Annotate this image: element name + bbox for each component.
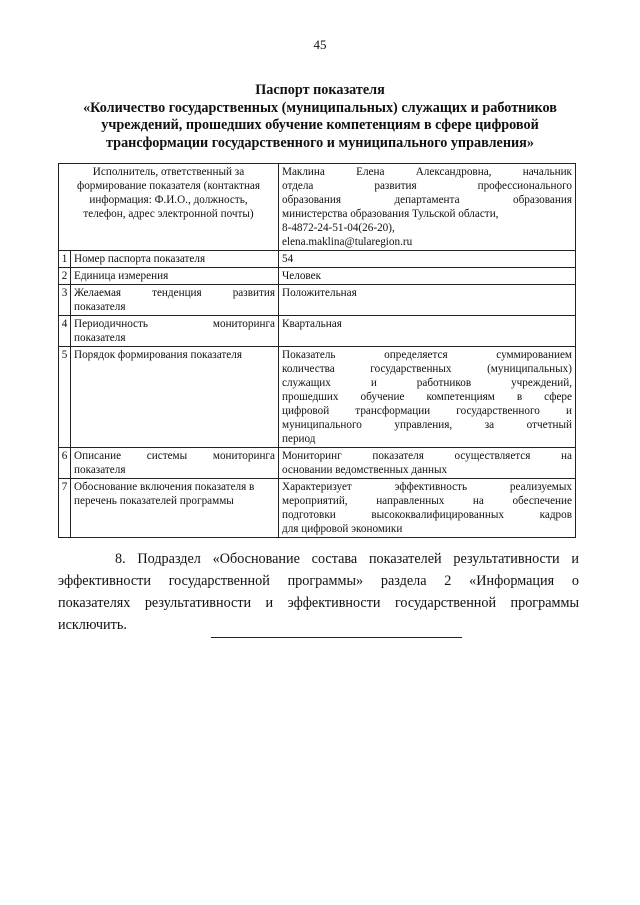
executor-label-line: Исполнитель, ответственный за xyxy=(92,166,245,178)
paragraph-line: эффективности государственной программы» раздела 2 «Информация о xyxy=(58,573,579,589)
row-label-line: Желаемая тенденция развития xyxy=(74,287,275,299)
table-row xyxy=(59,268,576,285)
row-number: 1 xyxy=(59,251,71,268)
row-value-line: мероприятий, направленных на обеспечение xyxy=(282,495,572,507)
table-row xyxy=(59,347,576,448)
table-row xyxy=(59,251,576,268)
table-row xyxy=(59,316,576,347)
paragraph-line: показателях результативности и эффективности государственной программы xyxy=(58,595,579,611)
executor-value xyxy=(279,164,576,251)
row-value-line: для цифровой экономики xyxy=(282,523,403,535)
end-divider-line xyxy=(211,637,462,638)
amendment-paragraph xyxy=(58,548,579,636)
row-value xyxy=(279,347,576,448)
row-value xyxy=(279,268,576,285)
row-number: 4 xyxy=(59,316,71,347)
table-row-executor xyxy=(59,164,576,251)
row-label-line: перечень показателей программы xyxy=(74,495,234,507)
executor-label xyxy=(59,164,279,251)
table-row xyxy=(59,285,576,316)
paragraph-line: исключить. xyxy=(58,617,127,633)
paragraph-line: 8. Подраздел «Обоснование состава показателей результативности и xyxy=(115,551,579,567)
row-number: 2 xyxy=(59,268,71,285)
row-value-line: Положительная xyxy=(282,287,357,299)
document-title xyxy=(40,82,600,152)
row-value xyxy=(279,316,576,347)
row-number: 6 xyxy=(59,448,71,479)
title-line: Паспорт показателя xyxy=(255,82,385,98)
row-number: 5 xyxy=(59,347,71,448)
row-value-line: Квартальная xyxy=(282,318,342,330)
table-row xyxy=(59,448,576,479)
row-label-line: Номер паспорта показателя xyxy=(74,253,206,265)
row-value-line: Характеризует эффективность реализуемых xyxy=(282,481,572,493)
row-label xyxy=(71,268,279,285)
row-label xyxy=(71,251,279,268)
row-value-line: Показатель определяется суммированием xyxy=(282,349,572,361)
row-value xyxy=(279,251,576,268)
row-value-line: основании ведомственных данных xyxy=(282,464,448,476)
row-value-line: цифровой трансформации государственного и xyxy=(282,405,572,417)
row-value xyxy=(279,285,576,316)
title-line: трансформации государственного и муниципального управления» xyxy=(106,134,534,151)
title-line: учреждений, прошедших обучение компетенциям в сфере цифровой xyxy=(101,117,539,133)
row-label-line: показателя xyxy=(74,301,126,313)
row-label xyxy=(71,285,279,316)
row-label xyxy=(71,347,279,448)
executor-value-line: министерства образования Тульской области, xyxy=(282,208,499,220)
row-label xyxy=(71,448,279,479)
executor-label-line: телефон, адрес электронной почты) xyxy=(83,208,254,220)
row-value xyxy=(279,448,576,479)
executor-email: elena.maklina@tularegion.ru xyxy=(282,236,413,248)
row-label-line: показателя xyxy=(74,464,126,476)
row-label-line: Порядок формирования показателя xyxy=(74,349,242,361)
row-value xyxy=(279,479,576,538)
row-label-line: показателя xyxy=(74,332,126,344)
row-label-line: Единица измерения xyxy=(74,270,169,282)
row-value-line: прошедших обучение компетенциям в сфере xyxy=(282,391,572,403)
executor-value-line: 8-4872-24-51-04(26-20), xyxy=(282,222,395,234)
row-value-line: служащих и работников учреждений, xyxy=(282,377,572,389)
row-value-line: период xyxy=(282,433,316,445)
row-label-line: Периодичность мониторинга xyxy=(74,318,275,330)
row-value-line: 54 xyxy=(282,253,294,265)
executor-value-line: образования департамента образования xyxy=(282,194,572,206)
executor-value-line: Маклина Елена Александровна, начальник xyxy=(282,166,572,178)
row-number: 7 xyxy=(59,479,71,538)
row-label-line: Обоснование включения показателя в xyxy=(74,481,255,493)
executor-label-line: формирование показателя (контактная xyxy=(76,180,261,192)
row-value-line: подготовки высококвалифицированных кадров xyxy=(282,509,572,521)
row-label xyxy=(71,479,279,538)
row-value-line: Человек xyxy=(282,270,322,282)
executor-value-line: отдела развития профессионального xyxy=(282,180,572,192)
row-label-line: Описание системы мониторинга xyxy=(74,450,275,462)
row-value-line: муниципального управления, за отчетный xyxy=(282,419,572,431)
row-value-line: количества государственных (муниципальных) xyxy=(282,363,572,375)
table-row xyxy=(59,479,576,538)
indicator-passport-table xyxy=(58,163,576,538)
title-line: «Количество государственных (муниципальных) служащих и работников xyxy=(83,99,557,116)
row-label xyxy=(71,316,279,347)
page-number: 45 xyxy=(313,37,327,52)
row-value-line: Мониторинг показателя осуществляется на xyxy=(282,450,572,462)
executor-label-line: информация: Ф.И.О., должность, xyxy=(89,194,248,206)
row-number: 3 xyxy=(59,285,71,316)
